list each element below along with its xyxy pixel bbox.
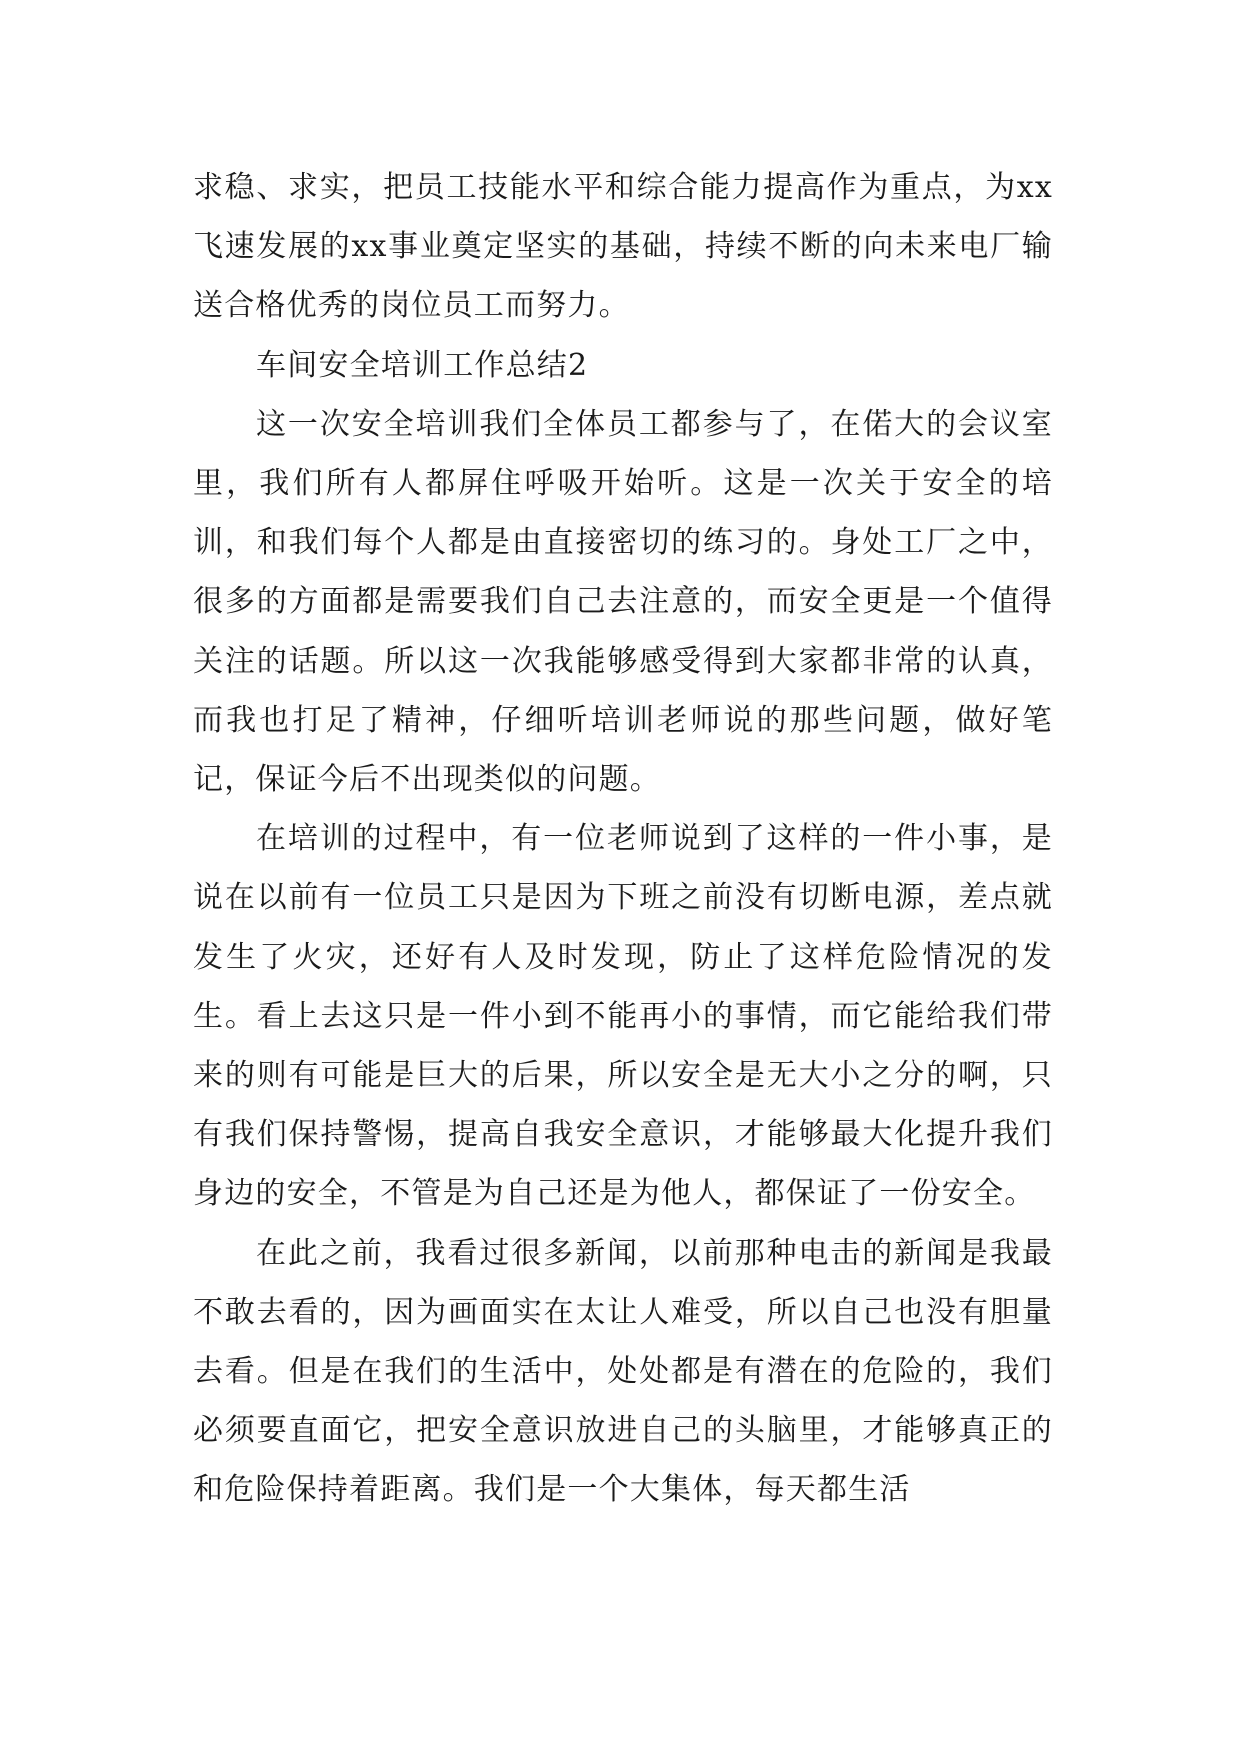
paragraph: 在此之前，我看过很多新闻，以前那种电击的新闻是我最不敢去看的，因为画面实在太让人难受，所以自己也没有胆量去看。但是在我们的生活中，处处都是有潜在的危险的，我们必须要直面它，把安全意识放进自己的头脑里，才能够真正的和危险保持着距离。我们是一个大集体，每天都生活 [193,1235,1053,1508]
paragraph: 在培训的过程中，有一位老师说到了这样的一件小事，是说在以前有一位员工只是因为下班之前没有切断电源，差点就发生了火灾，还好有人及时发现，防止了这样危险情况的发生。看上去这只是一件小到不能再小的事情，而它能给我们带来的则有可能是巨大的后果，所以安全是无大小之分的啊，只有我们保持警惕，提高自我安全意识，才能够最大化提升我们身边的安全，不管是为自己还是为他人，都保证了一份安全。 [193,821,1053,1212]
section-heading: 车间安全培训工作总结2 [256,347,589,383]
paragraph-continuation: 求稳、求实，把员工技能水平和综合能力提高作为重点，为xx飞速发展的xx事业奠定坚实的基础，持续不断的向未来电厂输送合格优秀的岗位员工而努力。 [193,170,1053,324]
paragraph: 这一次安全培训我们全体员工都参与了，在偌大的会议室里，我们所有人都屏住呼吸开始听。这是一次关于安全的培训，和我们每个人都是由直接密切的练习的。身处工厂之中，很多的方面都是需要我们自己去注意的，而安全更是一个值得关注的话题。所以这一次我能够感受得到大家都非常的认真，而我也打足了精神，仔细听培训老师说的那些问题，做好笔记，保证今后不出现类似的问题。 [193,406,1053,798]
document-body [193,158,1053,1520]
